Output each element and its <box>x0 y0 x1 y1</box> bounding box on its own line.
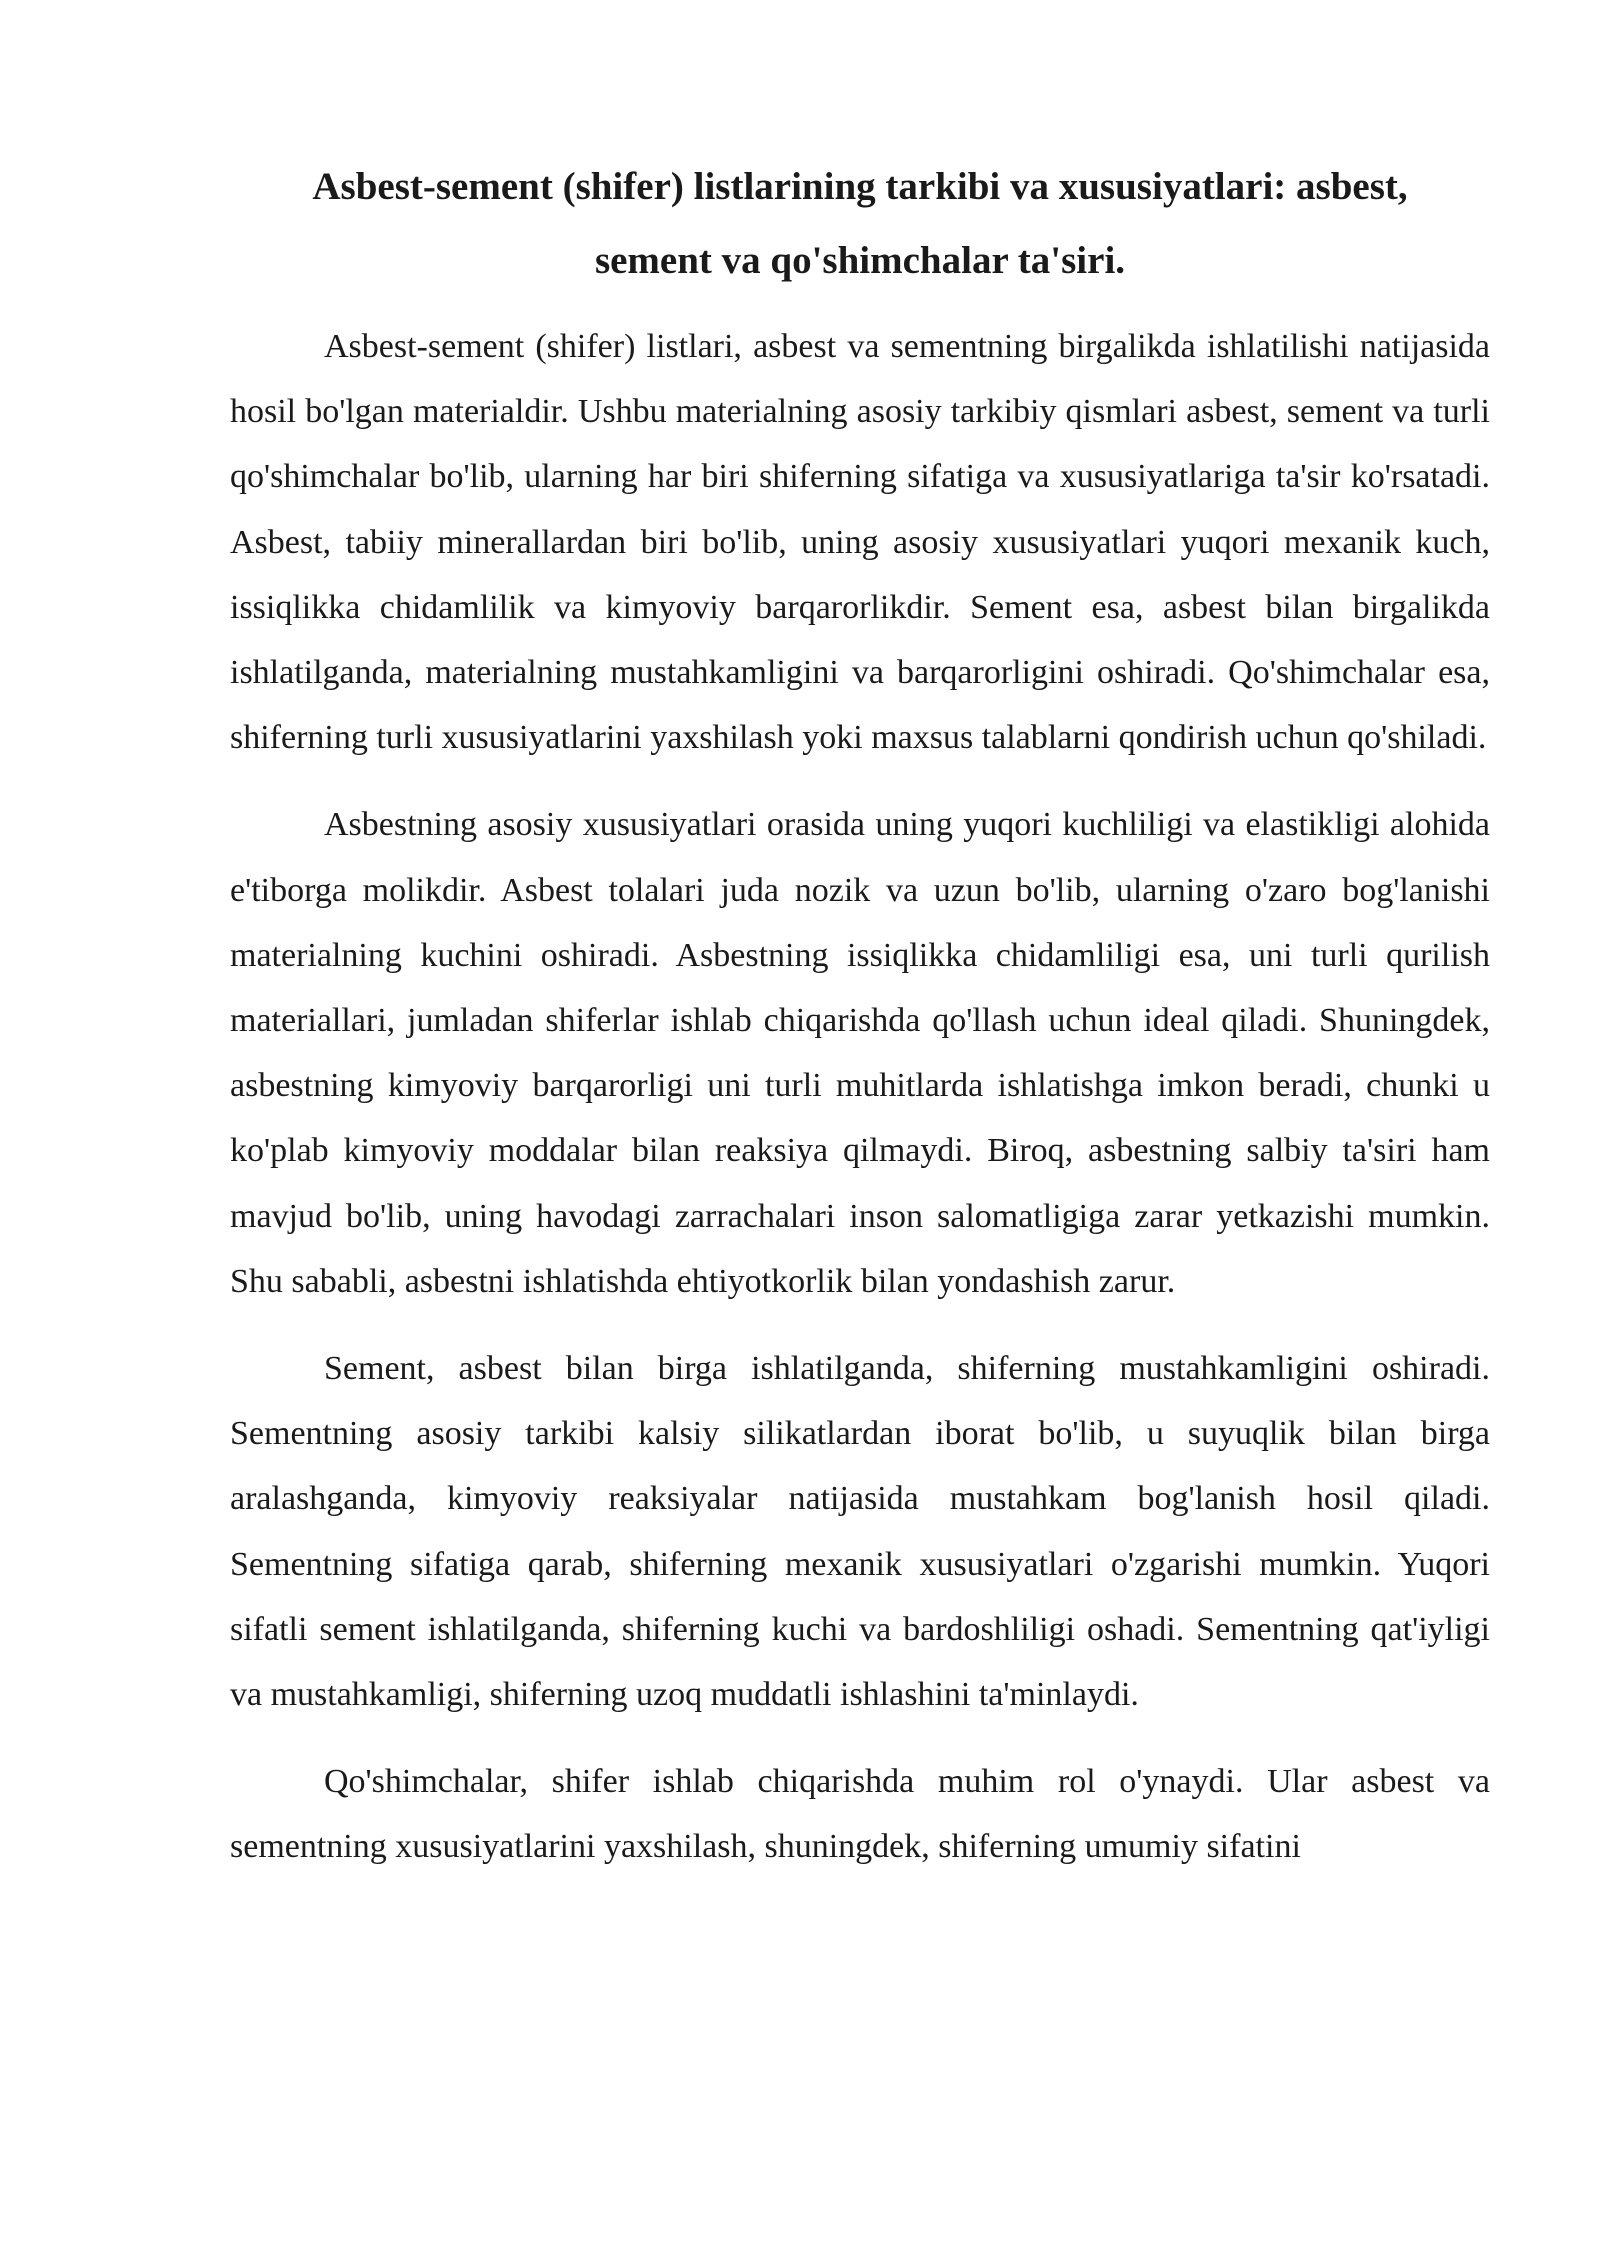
title-line: sement va qo'shimchalar ta'siri. <box>594 239 1126 282</box>
title-line: Asbest-sement (shifer) listlarining tarkibi va xususiyatlari: asbest, <box>312 165 1408 208</box>
paragraph-additives: Qo'shimchalar, shifer ishlab chiqarishda muhim rol o'ynaydi. Ular asbest va sementning xususiyatlarini yaxshilash, shuningdek, shiferning umumiy sifatini <box>230 1763 1490 1866</box>
document-title <box>230 150 1490 298</box>
paragraph-composition: Asbest-sement (shifer) listlari, asbest va sementning birgalikda ishlatilishi natijasida hosil bo'lgan materialdir. Ushbu materialning asosiy tarkibiy qismlari asbest, sement va turli qo'shimchalar bo'lib, ularning har biri shiferning sifatiga va xususiyatlariga ta'sir ko'rsatadi. Asbest, tabiiy minerallardan biri bo'lib, uning asosiy xususiyatlari yuqori mexanik kuch, issiqlikka chidamlilik va kimyoviy barqarorlikdir. Sement esa, asbest bilan birgalikda ishlatilganda, materialning mustahkamligini va barqarorligini oshiradi. Qo'shimchalar esa, shiferning turli xususiyatlarini yaxshilash yoki maxsus talablarni qondirish uchun qo'shiladi. <box>230 328 1490 757</box>
paragraph-cement: Sement, asbest bilan birga ishlatilganda, shiferning mustahkamligini oshiradi. Sementning asosiy tarkibi kalsiy silikatlardan iborat bo'lib, u suyuqlik bilan birga aralashganda, kimyoviy reaksiyalar natijasida mustahkam bog'lanish hosil qiladi. Sementning sifatiga qarab, shiferning mexanik xususiyatlari o'zgarishi mumkin. Yuqori sifatli sement ishlatilganda, shiferning kuchi va bardoshliligi oshadi. Sementning qat'iyligi va mustahkamligi, shiferning uzoq muddatli ishlashini ta'minlaydi. <box>230 1350 1490 1714</box>
document-body <box>230 150 1490 1880</box>
paragraph-asbestos-properties: Asbestning asosiy xususiyatlari orasida uning yuqori kuchliligi va elastikligi alohida e'tiborga molikdir. Asbest tolalari juda nozik va uzun bo'lib, ularning o'zaro bog'lanishi materialning kuchini oshiradi. Asbestning issiqlikka chidamliligi esa, uni turli qurilish materiallari, jumladan shiferlar ishlab chiqarishda qo'llash uchun ideal qiladi. Shuningdek, asbestning kimyoviy barqarorligi uni turli muhitlarda ishlatishga imkon beradi, chunki u ko'plab kimyoviy moddalar bilan reaksiya qilmaydi. Biroq, asbestning salbiy ta'siri ham mavjud bo'lib, uning havodagi zarrachalari inson salomatligiga zarar yetkazishi mumkin. Shu sababli, asbestni ishlatishda ehtiyotkorlik bilan yondashish zarur. <box>230 806 1490 1300</box>
